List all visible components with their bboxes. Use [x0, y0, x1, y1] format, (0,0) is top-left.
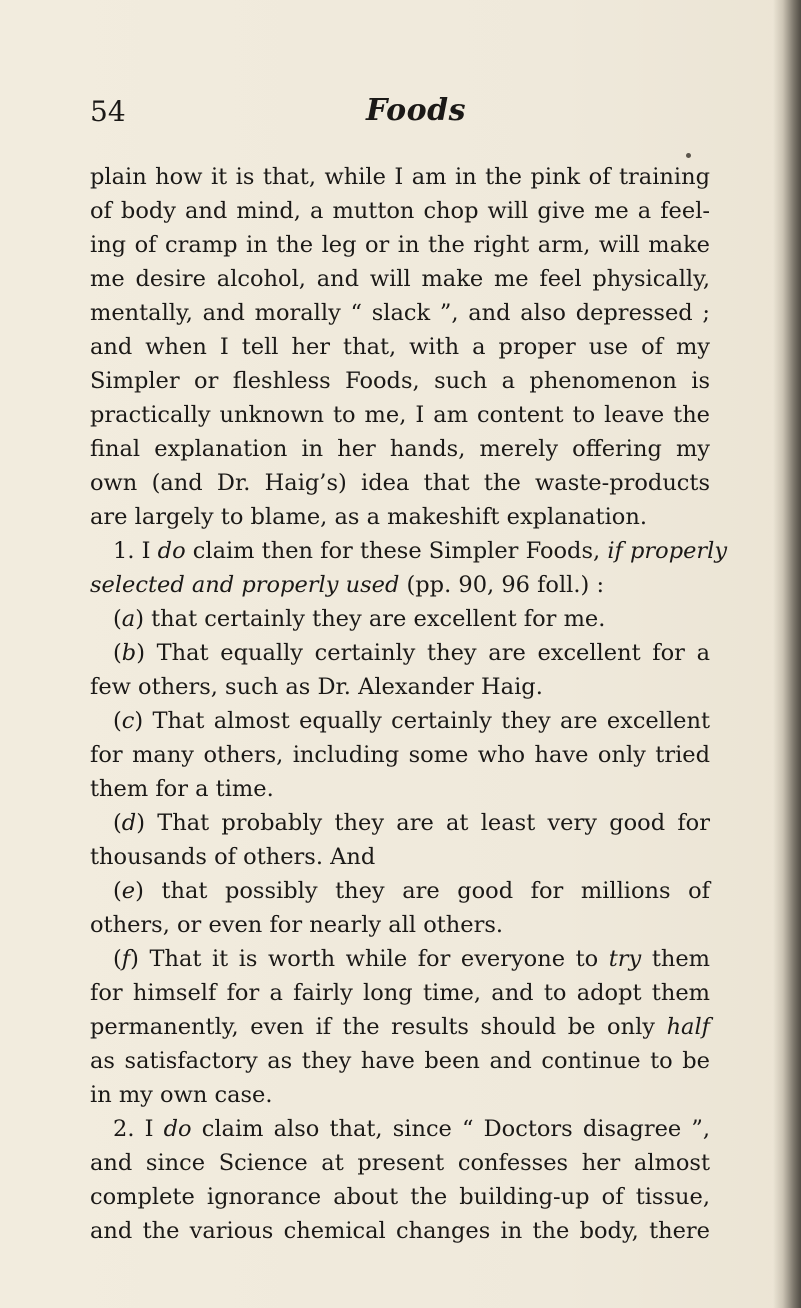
text-line: selected and properly used (pp. 90, 96 foll.) :	[90, 572, 605, 598]
text-line: and the various chemical changes in the body, there	[90, 1218, 710, 1244]
text-line: them for a time.	[90, 776, 274, 802]
text-line: (a) that certainly they are excellent for me.	[113, 606, 606, 632]
running-head	[90, 95, 690, 135]
text-line: complete ignorance about the building-up of tissue,	[90, 1184, 710, 1210]
text-line: (c) That almost equally certainly they are excellent	[113, 708, 710, 734]
text-line: thousands of others. And	[90, 844, 376, 870]
text-line: and since Science at present confesses her almost	[90, 1150, 710, 1176]
text-line: for many others, including some who have only tried	[90, 742, 710, 768]
text-line: final explanation in her hands, merely offering my	[90, 436, 710, 462]
text-line: few others, such as Dr. Alexander Haig.	[90, 674, 543, 700]
text-line: plain how it is that, while I am in the pink of training	[90, 164, 710, 190]
text-line: for himself for a fairly long time, and to adopt them	[90, 980, 710, 1006]
text-line: are largely to blame, as a makeshift explanation.	[90, 504, 647, 530]
text-line: me desire alcohol, and will make me feel physically,	[90, 266, 710, 292]
text-line: (e) that possibly they are good for millions of	[113, 878, 710, 904]
text-line: 2. I do claim also that, since “ Doctors disagree ”,	[113, 1116, 710, 1142]
text-line: others, or even for nearly all others.	[90, 912, 504, 938]
page-number: 54	[90, 95, 126, 128]
text-line: (f) That it is worth while for everyone to try them	[113, 946, 711, 972]
text-line: own (and Dr. Haig’s) idea that the waste-products	[90, 470, 710, 496]
text-line: (b) That equally certainly they are excellent for a	[113, 640, 710, 666]
text-line: in my own case.	[90, 1082, 273, 1108]
text-line: as satisfactory as they have been and continue to be	[90, 1048, 710, 1074]
page-edge-shadow	[773, 0, 801, 1308]
ink-speck	[686, 153, 691, 158]
running-title: Foods	[366, 93, 467, 128]
text-line: and when I tell her that, with a proper use of my	[90, 334, 710, 360]
text-line: (d) That probably they are at least very good for	[113, 810, 710, 836]
text-line: of body and mind, a mutton chop will give me a feel-	[90, 198, 710, 224]
body-text	[90, 160, 728, 1248]
text-line: ing of cramp in the leg or in the right arm, will make	[90, 232, 710, 258]
text-line: 1. I do claim then for these Simpler Foods, if properly	[113, 538, 728, 564]
text-line: practically unknown to me, I am content to leave the	[90, 402, 710, 428]
text-line: permanently, even if the results should be only half	[90, 1014, 710, 1040]
text-line: Simpler or fleshless Foods, such a phenomenon is	[90, 368, 710, 394]
text-line: mentally, and morally “ slack ”, and also depressed ;	[90, 300, 710, 326]
